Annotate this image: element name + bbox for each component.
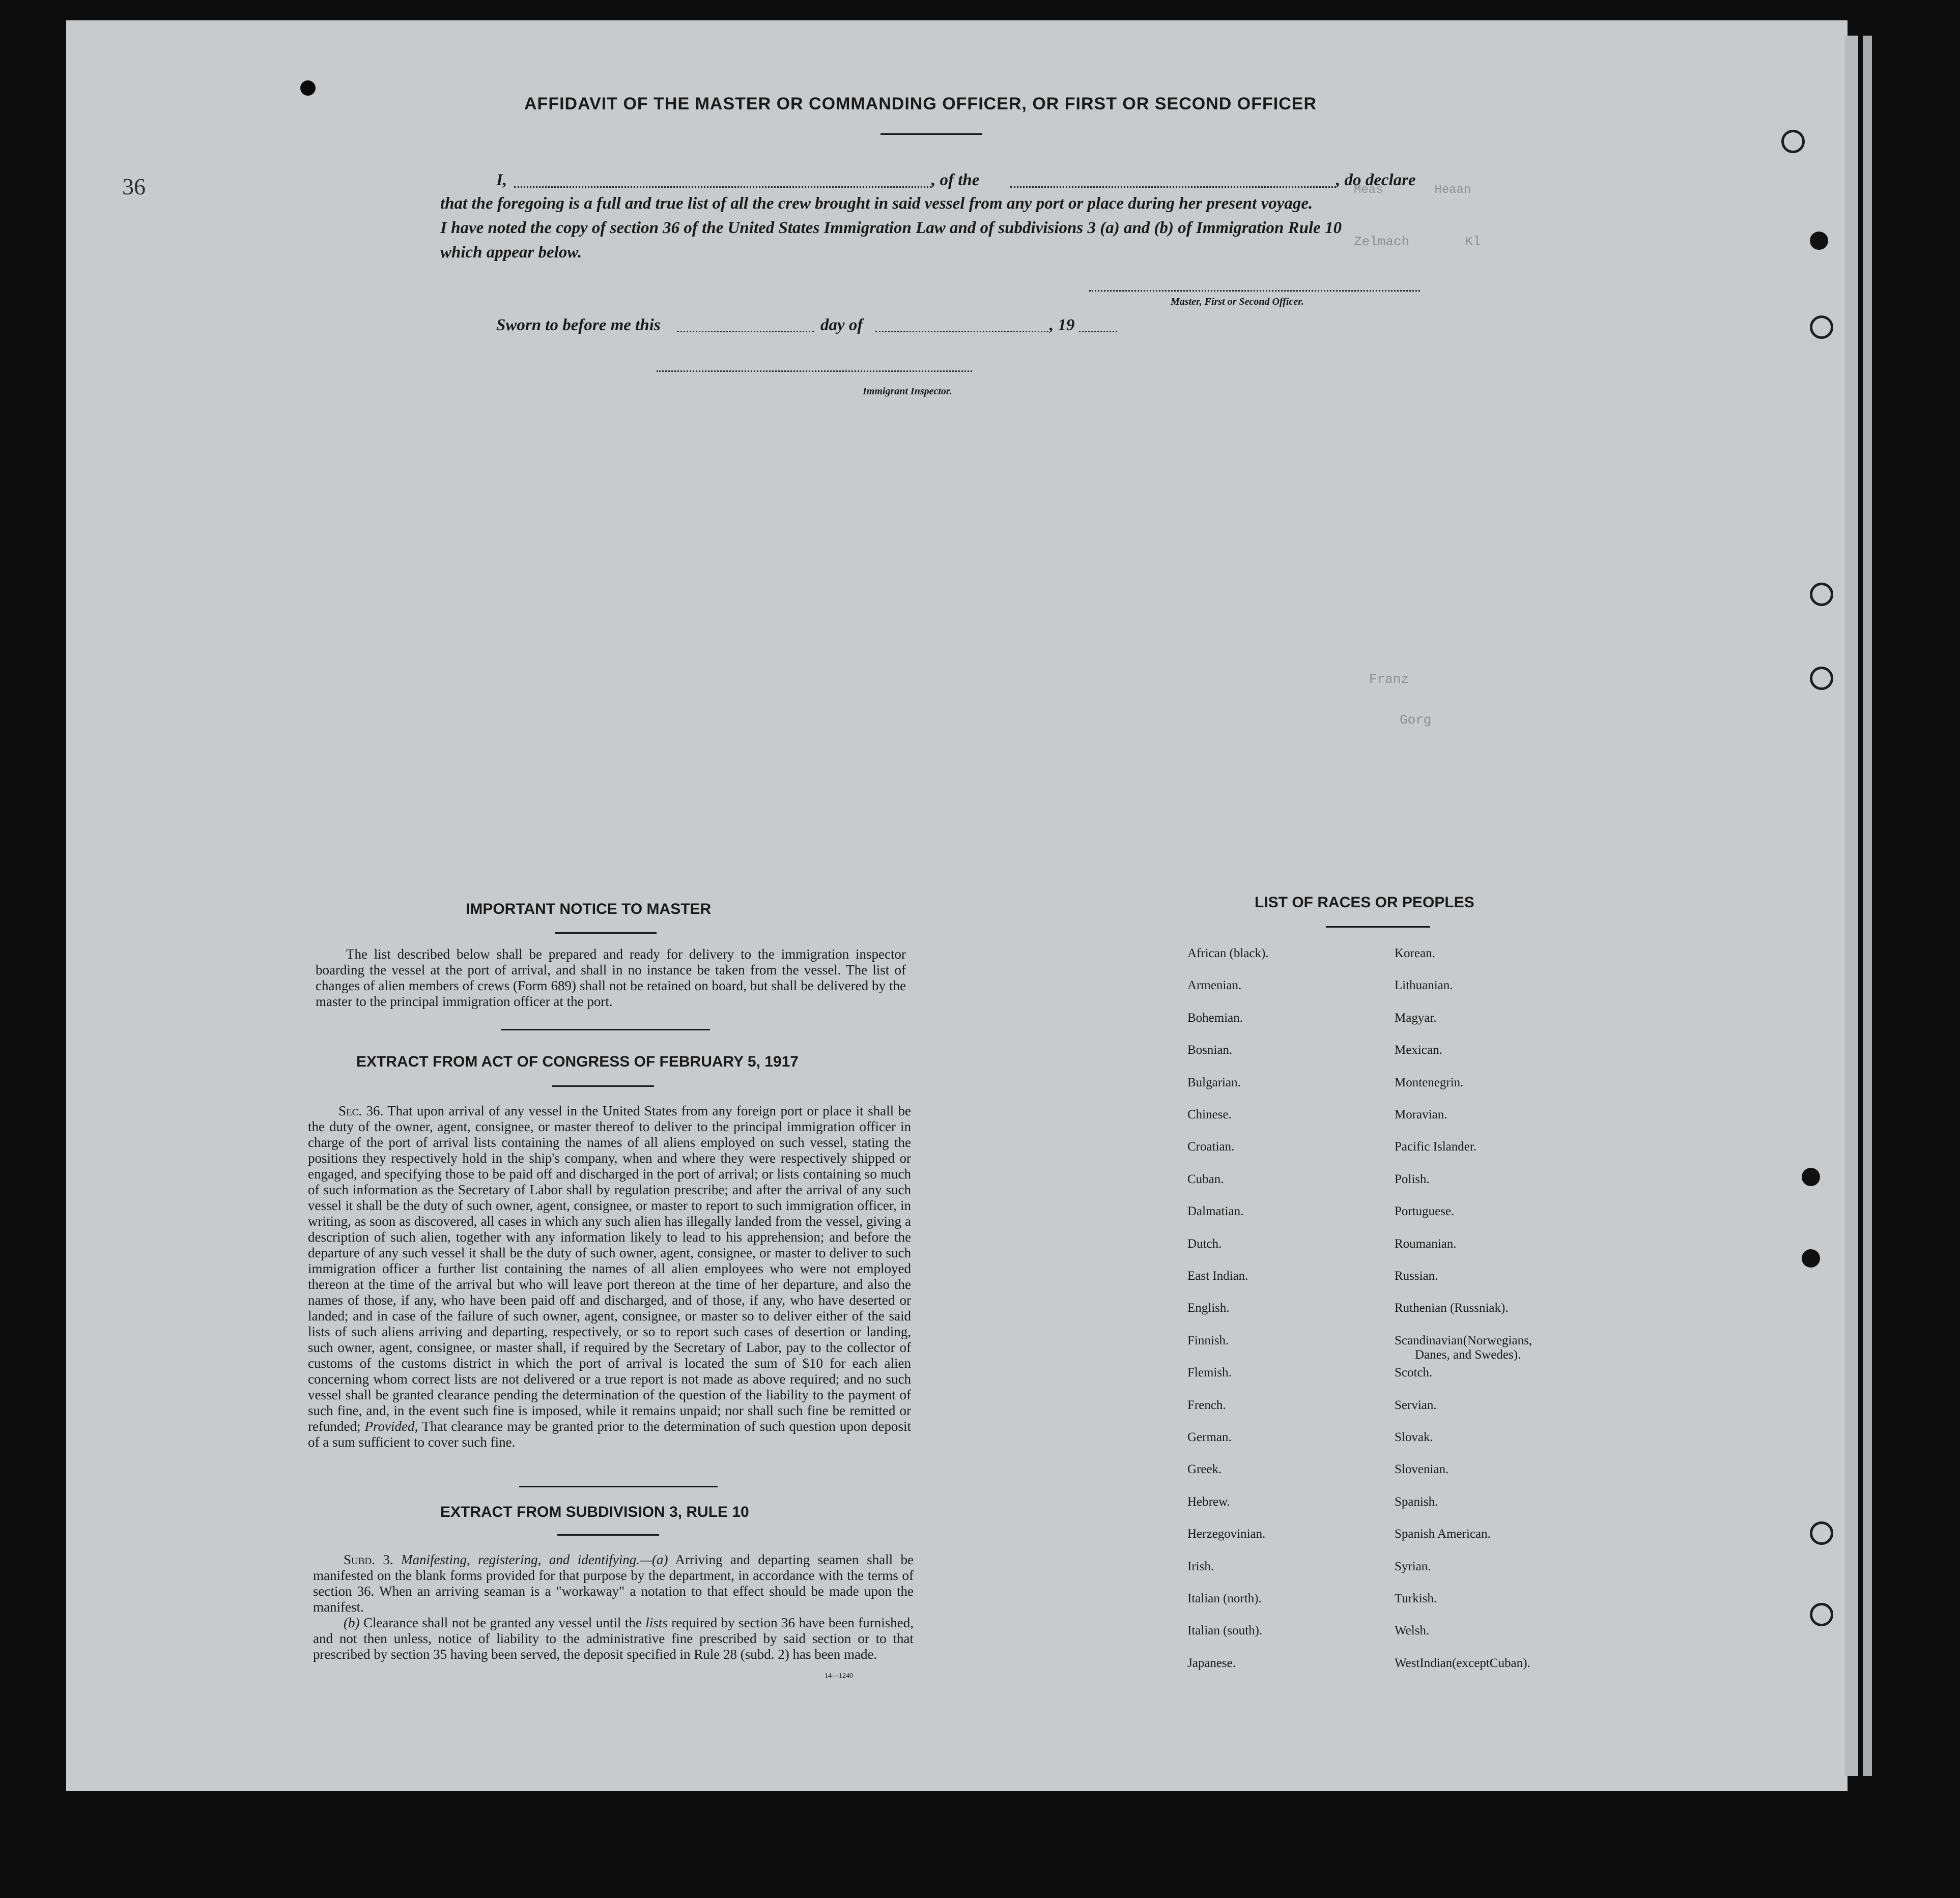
race-item: Danes, and Swedes).	[1415, 1347, 1521, 1362]
notice-text: The list described below shall be prepared and ready for delivery to the immigration inspector boarding the vessel at the port of arrival, and shall in no instance be taken from the vessel. The list of changes of alien members of crews (Form 689) shall not be retained on board, but shall be delivered by the master to the principal immigration officer at the port.	[316, 946, 906, 1009]
binder-hole-icon	[1810, 1521, 1833, 1545]
race-item: Greek.	[1187, 1462, 1222, 1477]
act-body-end: That clearance may be granted prior to the determination of such question upon deposit of a sum sufficient to cover such fine.	[308, 1419, 912, 1450]
race-item: East Indian.	[1187, 1269, 1248, 1283]
rule-text-b	[313, 1615, 914, 1662]
binder-hole-icon	[1810, 315, 1833, 339]
race-item: Syrian.	[1395, 1559, 1431, 1573]
affidavit-line3: I have noted the copy of section 36 of the United States Immigration Law and of subdivisions 3 (a) and (b) of Immigration Rule 10	[440, 219, 1342, 237]
divider	[552, 1085, 654, 1087]
race-item: Slovenian.	[1395, 1462, 1449, 1477]
page-edge	[1863, 36, 1872, 1776]
day-of-text: day of	[820, 316, 863, 334]
binder-hole-icon	[1810, 583, 1833, 606]
race-item: Dalmatian.	[1187, 1204, 1244, 1219]
bleed-through-text: Franz	[1369, 672, 1409, 687]
affidavit-line1-end: , do declare	[1336, 171, 1416, 189]
day-blank[interactable]	[677, 331, 814, 332]
race-item: Finnish.	[1187, 1333, 1229, 1347]
race-item: Turkish.	[1395, 1592, 1437, 1605]
race-item: German.	[1187, 1430, 1232, 1444]
inspector-label: Immigrant Inspector.	[863, 386, 952, 397]
binder-hole-icon	[1802, 1168, 1820, 1186]
divider	[501, 1029, 710, 1030]
document-page	[66, 20, 1848, 1791]
race-item: Dutch.	[1187, 1236, 1222, 1251]
punch-mark-icon	[300, 80, 316, 96]
race-item: Croatian.	[1187, 1140, 1235, 1154]
race-item: Herzegovinian.	[1187, 1527, 1266, 1541]
affidavit-line2: that the foregoing is a full and true list of all the crew brought in said vessel from any port or place during her present voyage.	[440, 194, 1313, 213]
race-item: Korean.	[1395, 946, 1435, 960]
rule-b-label: (b)	[344, 1615, 360, 1630]
race-item: Scotch.	[1395, 1366, 1433, 1380]
divider	[557, 1534, 659, 1536]
divider	[1326, 926, 1430, 928]
act-provided: Provided,	[364, 1419, 418, 1434]
signature-blank[interactable]	[1089, 290, 1420, 292]
race-item: Welsh.	[1395, 1624, 1430, 1638]
sworn-text: Sworn to before me this	[496, 316, 661, 334]
binder-hole-icon	[1802, 1249, 1820, 1268]
race-item: Italian (north).	[1187, 1592, 1262, 1605]
race-item: Cuban.	[1187, 1172, 1224, 1186]
act-section-label: Sec. 36.	[338, 1103, 384, 1118]
race-item: Bohemian.	[1187, 1011, 1243, 1025]
rule-subd-label: Subd. 3.	[344, 1552, 393, 1567]
race-item: Pacific Islander.	[1395, 1140, 1477, 1154]
divider	[555, 932, 657, 934]
race-item: French.	[1187, 1398, 1226, 1412]
race-item: Japanese.	[1187, 1656, 1236, 1670]
binder-hole-icon	[1810, 667, 1833, 690]
divider	[519, 1486, 718, 1487]
race-item: Bulgarian.	[1187, 1075, 1241, 1089]
race-item: Portuguese.	[1395, 1204, 1455, 1219]
race-item: Bosnian.	[1187, 1043, 1233, 1057]
rule-text-a	[313, 1552, 914, 1615]
month-blank[interactable]	[875, 331, 1048, 332]
bleed-through-text: Gorg	[1400, 712, 1432, 728]
vessel-blank[interactable]	[1010, 186, 1336, 188]
race-item: Armenian.	[1187, 979, 1242, 993]
act-text	[308, 1103, 911, 1450]
act-title: EXTRACT FROM ACT OF CONGRESS OF FEBRUARY 5, 1917	[356, 1053, 799, 1070]
page-edge	[1845, 36, 1858, 1776]
rule-body-b2: required by section 36 have been furnished, and not then unless, notice of liability to the administrative fine prescribed by said section or to that prescribed by section 35 having been served, the deposit specified in Rule 28 (subd. 2) has been made.	[313, 1615, 914, 1662]
notice-title: IMPORTANT NOTICE TO MASTER	[466, 901, 712, 917]
inspector-blank[interactable]	[657, 370, 972, 372]
bleed-through-text: Zelmach Kl	[1354, 234, 1481, 249]
act-body: That upon arrival of any vessel in the United States from any foreign port or place it shall be the duty of the owner, agent, consignee, or master thereof to deliver to the principal immigration officer in charge of the port of arrival lists containing the names of all aliens employed on such vessel, stating the positions they respectively hold in the ship's company, when and where they were respectively shipped or engaged, and specifying those to be paid off and discharged in the port of arrival; or lists containing so much of such information as the Secretary of Labor shall by regulation prescribe; and after the arrival of any such vessel it shall be the duty of such owner, agent, consignee, or master to report to such immigration officer, in writing, as soon as discovered, all cases in which any such alien has illegally landed from the vessel, giving a description of such alien, together with any information likely to lead to his apprehension; and before the departure of any such vessel it shall be the duty of such owner, agent, consignee, or master to deliver to such immigration officer a further list containing the names of all alien employees who were not employed thereon at the time of the arrival but who will leave port thereon at the time of her departure, and also the names of those, if any, who have been paid off and discharged, and of those, if any, who have deserted or landed; and in case of the failure of such owner, agent, consignee, or master so to deliver either of the said lists of such aliens arriving and departing, respectively, or so to report such cases of desertion or landing, such owner, agent, consignee, or master shall, if required by the Secretary of Labor, pay to the collector of customs of the customs district in which the port of arrival is located the sum of $10 for each alien concerning whom correct lists are not delivered or a true report is not made as above required; and no such vessel shall be granted clearance pending the determination of the question of the liability to the payment of such fine, and, in the event such fine is imposed, while it remains unpaid; nor shall such fine be remitted or refunded;	[308, 1103, 911, 1434]
year-prefix: , 19	[1049, 316, 1075, 334]
race-item: English.	[1187, 1301, 1230, 1315]
race-item: African (black).	[1187, 946, 1269, 960]
race-item: Ruthenian (Russniak).	[1395, 1301, 1509, 1315]
name-blank[interactable]	[514, 186, 931, 188]
race-item: Polish.	[1395, 1172, 1430, 1186]
race-item: Spanish.	[1395, 1494, 1438, 1509]
race-item: Montenegrin.	[1395, 1075, 1464, 1089]
form-number: 14—1240	[825, 1672, 853, 1680]
bleed-through-text: Meas Heaan	[1354, 183, 1471, 197]
race-item: Mexican.	[1395, 1043, 1442, 1057]
race-item: WestIndian(exceptCuban).	[1395, 1656, 1530, 1670]
race-item: Italian (south).	[1187, 1624, 1263, 1638]
race-item: Spanish American.	[1395, 1527, 1491, 1541]
race-item: Magyar.	[1395, 1011, 1437, 1025]
race-item: Roumanian.	[1395, 1236, 1457, 1251]
year-blank[interactable]	[1079, 331, 1117, 332]
race-item: Scandinavian(Norwegians,	[1395, 1333, 1532, 1347]
race-item: Moravian.	[1395, 1108, 1447, 1121]
affidavit-line1-start: I,	[496, 171, 507, 189]
binder-hole-icon	[1810, 232, 1828, 250]
races-title: LIST OF RACES OR PEOPLES	[1255, 894, 1474, 911]
divider	[880, 133, 982, 135]
race-item: Hebrew.	[1187, 1494, 1230, 1509]
race-item: Lithuanian.	[1395, 979, 1453, 993]
binder-hole-icon	[1781, 130, 1805, 153]
rule-title: EXTRACT FROM SUBDIVISION 3, RULE 10	[440, 1504, 749, 1520]
master-label: Master, First or Second Officer.	[1171, 296, 1304, 307]
race-item: Flemish.	[1187, 1366, 1232, 1380]
affidavit-line4: which appear below.	[440, 243, 582, 262]
race-item: Slovak.	[1395, 1430, 1433, 1444]
race-item: Servian.	[1395, 1398, 1437, 1412]
rule-body-a: Arriving and departing seamen shall be manifested on the blank forms provided for that purpose by the department, in accordance with the terms of section 36. When an arriving seaman is a "workaway" a notation to that effect should be made upon the manifest.	[313, 1552, 914, 1615]
affidavit-title: AFFIDAVIT OF THE MASTER OR COMMANDING OFFICER, OR FIRST OR SECOND OFFICER	[524, 94, 1317, 113]
race-item: Chinese.	[1187, 1108, 1232, 1121]
rule-lists-word: lists	[645, 1615, 668, 1630]
margin-number: 36	[122, 174, 146, 199]
rule-subd-heading: Manifesting, registering, and identifying.—(a)	[401, 1552, 668, 1567]
race-item: Irish.	[1187, 1559, 1214, 1573]
rule-body-b1: Clearance shall not be granted any vessel until the	[363, 1615, 642, 1630]
binder-hole-icon	[1810, 1603, 1833, 1626]
affidavit-line1-mid: , of the	[931, 171, 980, 189]
race-item: Russian.	[1395, 1269, 1438, 1283]
